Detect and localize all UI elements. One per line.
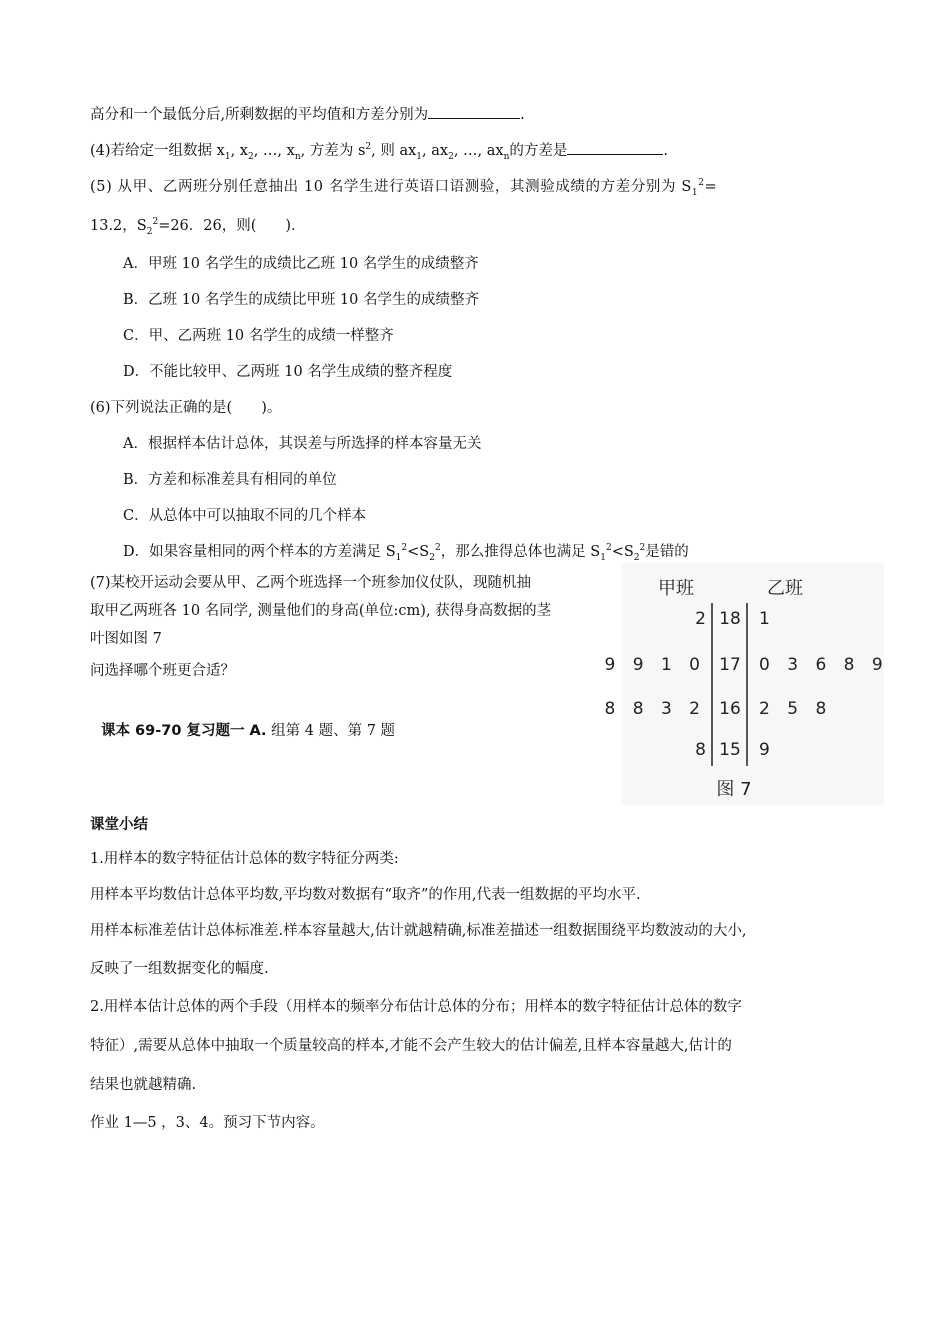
stem: 18 xyxy=(719,609,741,629)
question-7-line4: 问选择哪个班更合适？ xyxy=(90,663,235,679)
question-5 xyxy=(90,175,717,196)
superscript: 2 xyxy=(605,543,612,554)
stem: 15 xyxy=(719,740,741,760)
q5-text: = xyxy=(704,179,718,195)
superscript: 2 xyxy=(698,178,705,189)
superscript: 2 xyxy=(639,543,646,554)
q4-text: , ax xyxy=(422,143,449,159)
q4-text: (4)若给定一组数据 x xyxy=(90,143,225,159)
summary-line-2: 用样本平均数估计总体平均数,平均数对数据有“取齐”的作用,代表一组数据的平均水平. xyxy=(90,887,641,903)
question-4 xyxy=(90,139,668,160)
q6d-text: <S xyxy=(407,544,430,560)
leaf-left: 2 xyxy=(695,609,706,629)
stem-leaf-figure xyxy=(604,563,889,805)
leaf-right: 2 5 8 xyxy=(759,699,833,719)
q3-end: . xyxy=(520,107,525,123)
q6-option-c: C．从总体中可以抽取不同的几个样本 xyxy=(123,508,367,524)
leaf-right: 1 xyxy=(759,609,770,629)
leaf-right: 9 xyxy=(759,740,770,760)
textbook-bold: 课本 69-70 复习题一 A. xyxy=(101,723,267,739)
subscript: 1 xyxy=(691,187,699,198)
leaf-right: 0 3 6 8 9 xyxy=(759,655,889,675)
q4-text: 的方差是 xyxy=(509,143,568,159)
question-7-line2: 取甲乙两班各 10 名同学, 测量他们的身高(单位:cm), 获得身高数据的茎 xyxy=(90,603,552,619)
stem: 17 xyxy=(719,655,741,675)
q6-option-a: A．根据样本估计总体，其误差与所选择的样本容量无关 xyxy=(123,436,482,452)
q5-option-a: A．甲班 10 名学生的成绩比乙班 10 名学生的成绩整齐 xyxy=(123,256,479,272)
summary-line-4: 反映了一组数据变化的幅度. xyxy=(90,961,269,977)
question-5-cont xyxy=(90,214,306,235)
q5-option-b: B．乙班 10 名学生的成绩比甲班 10 名学生的成绩整齐 xyxy=(123,292,479,308)
subscript: 1 xyxy=(224,151,231,162)
q6d-text: <S xyxy=(611,544,634,560)
subscript: 1 xyxy=(600,552,606,563)
subscript: 2 xyxy=(633,552,640,563)
superscript: 2 xyxy=(434,543,441,554)
q4-text: , …, ax xyxy=(453,143,504,159)
q6d-text: ，那么推得总体也满足 S xyxy=(440,544,601,560)
header-left: 甲班 xyxy=(658,578,694,599)
q4-text: , x xyxy=(230,143,248,159)
q6-option-d xyxy=(123,540,689,561)
q4-text: , 方差为 s xyxy=(300,143,366,159)
q6d-text: 是错的 xyxy=(645,544,689,560)
stem-leaf-svg xyxy=(604,563,889,805)
q6-option-b: B．方差和标准差具有相同的单位 xyxy=(123,472,337,488)
figure-caption: 图 7 xyxy=(716,779,752,800)
answer-blank xyxy=(567,142,663,155)
q5-text: =26．26，则( )． xyxy=(158,218,306,234)
subscript: 1 xyxy=(416,151,423,162)
summary-title: 课堂小结 xyxy=(90,817,148,833)
q5-text: (5) 从甲、乙两班分别任意抽出 10 名学生进行英语口语测验，其测验成绩的方差分别为 S xyxy=(90,179,692,195)
q4-text: , 则 ax xyxy=(371,143,417,159)
subscript: 2 xyxy=(146,226,153,237)
answer-blank xyxy=(428,106,520,119)
subscript: 2 xyxy=(429,552,435,563)
question-7-line1: (7)某校开运动会要从甲、乙两个班选择一个班参加仪仗队，现随机抽 xyxy=(90,575,532,591)
q5-option-d: D．不能比较甲、乙两班 10 名学生成绩的整齐程度 xyxy=(123,364,453,380)
q5-option-c: C．甲、乙两班 10 名学生的成绩一样整齐 xyxy=(123,328,394,344)
superscript: 2 xyxy=(401,543,408,554)
q4-end: . xyxy=(663,143,668,159)
subscript: n xyxy=(503,151,510,162)
question-6: (6)下列说法正确的是( )。 xyxy=(90,400,282,416)
leaf-left: 8 8 3 2 xyxy=(604,699,706,719)
summary-line-6: 特征）,需要从总体中抽取一个质量较高的样本,才能不会产生较大的估计偏差,且样本容量越大,估计的 xyxy=(90,1038,732,1054)
stem: 16 xyxy=(719,699,741,719)
subscript: 2 xyxy=(247,151,254,162)
q3-text: 高分和一个最低分后,所剩数据的平均值和方差分别为 xyxy=(90,107,429,123)
subscript: n xyxy=(294,151,301,162)
q4-text: , …, x xyxy=(253,143,295,159)
summary-line-7: 结果也就越精确. xyxy=(90,1077,197,1093)
textbook-reference xyxy=(101,719,395,740)
q3-continuation xyxy=(90,103,525,124)
superscript: 2 xyxy=(365,142,372,153)
header-right: 乙班 xyxy=(767,578,803,599)
q5-text: 13.2，S xyxy=(90,218,147,234)
textbook-rest: 组第 4 题、第 7 题 xyxy=(266,723,396,739)
superscript: 2 xyxy=(152,217,159,228)
homework: 作业 1—5 ，3、4。预习下节内容。 xyxy=(90,1115,325,1131)
leaf-left: 9 9 1 0 xyxy=(604,655,706,675)
summary-line-1: 1.用样本的数字特征估计总体的数字特征分两类: xyxy=(90,851,399,867)
summary-line-3: 用样本标准差估计总体标准差.样本容量越大,估计就越精确,标准差描述一组数据围绕平均数波动的大小, xyxy=(90,923,747,939)
question-7-line3: 叶图如图 7 xyxy=(90,631,162,647)
leaf-left: 8 xyxy=(695,740,706,760)
subscript: 2 xyxy=(448,151,454,162)
q6d-text: D．如果容量相同的两个样本的方差满足 S xyxy=(123,544,396,560)
summary-line-5: 2.用样本估计总体的两个手段（用样本的频率分布估计总体的分布；用样本的数字特征估计总体的数字 xyxy=(90,999,742,1015)
subscript: 1 xyxy=(395,552,402,563)
